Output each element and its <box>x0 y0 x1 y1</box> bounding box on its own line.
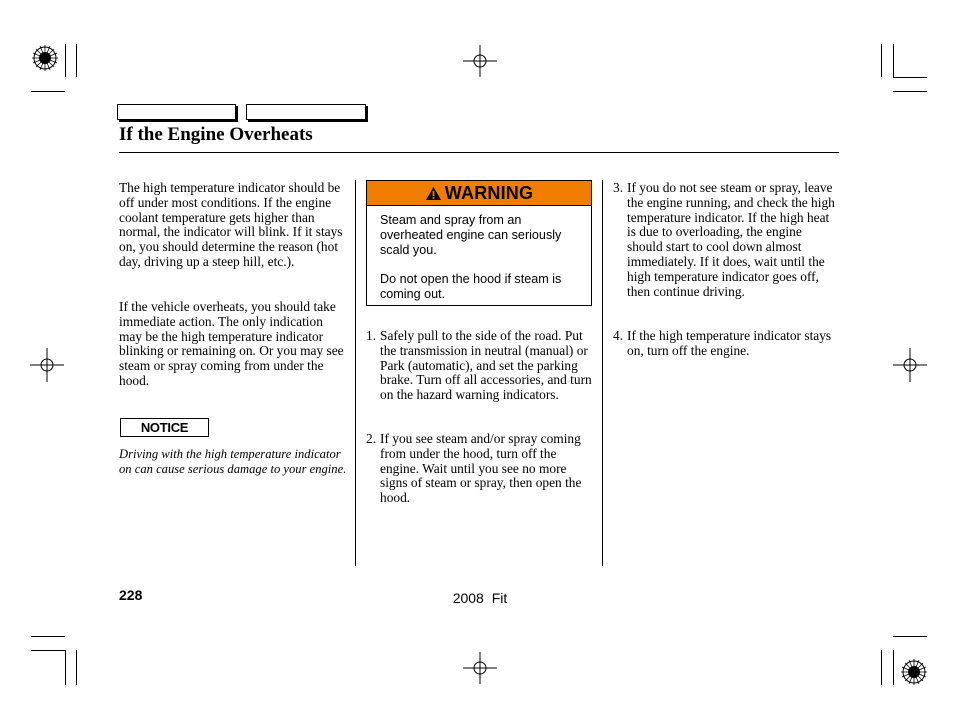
registration-target-icon <box>900 658 928 686</box>
overheat-paragraph: If the vehicle overheats, you should take immediate action. The only indication may be the high temperature indicator blinking or remaining on. Or you may see steam or spray coming from under the hood. <box>119 299 344 388</box>
list-item <box>366 432 592 506</box>
step-text: If the high temperature indicator stays on, turn off the engine. <box>627 328 832 358</box>
warning-label: WARNING <box>444 182 534 203</box>
crosshair-icon <box>30 348 64 382</box>
crosshair-icon <box>463 45 497 77</box>
crosshair-icon <box>893 348 927 382</box>
warning-text-2: Do not open the hood if steam is coming out. <box>380 272 562 301</box>
list-item <box>366 329 592 403</box>
warning-triangle-icon <box>425 186 442 201</box>
column-divider <box>602 180 603 566</box>
column-divider <box>355 180 356 566</box>
crosshair-icon <box>463 652 497 684</box>
step-text: Safely pull to the side of the road. Put the transmission in neutral (manual) or Park (automatic), and set the parking brake. Turn off all accessories, and turn on the hazard warning indicators. <box>380 328 592 403</box>
warning-body <box>367 206 591 302</box>
registration-target-icon <box>31 44 59 72</box>
notice-text: Driving with the high temperature indicator on can cause serious damage to your engine. <box>119 447 347 477</box>
step-text: If you do not see steam or spray, leave the engine running, and check the high temperature indicator. If the high heat is due to overloading, the engine should start to cool down almost immediately. If it does, wait until the high temperature indicator goes off, then continue driving. <box>627 180 835 299</box>
nav-tab-table-of-contents[interactable] <box>246 104 366 120</box>
nav-tab-main-menu[interactable] <box>117 104 236 120</box>
warning-box <box>366 180 592 306</box>
list-item <box>613 329 839 359</box>
footer-model: 2008 Fit <box>452 590 508 606</box>
step-text: If you see steam and/or spray coming from under the hood, turn off the engine. Wait until you see no more signs of steam or spray, then open the hood. <box>380 431 582 506</box>
step-number: 2. <box>366 431 377 446</box>
step-number: 3. <box>613 180 624 195</box>
step-number: 4. <box>613 328 624 343</box>
title-rule <box>119 152 839 153</box>
step-number: 1. <box>366 328 377 343</box>
notice-label: NOTICE <box>120 418 209 437</box>
page-number: 228 <box>119 587 143 603</box>
intro-paragraph: The high temperature indicator should be off under most conditions. If the engine coolant temperature gets higher than normal, the indicator will blink. If it stays on, you should determine the reason (hot day, driving up a steep hill, etc.). <box>119 180 343 269</box>
list-item <box>613 181 839 299</box>
warning-text-1: Steam and spray from an overheated engine can seriously scald you. <box>380 213 562 257</box>
warning-header <box>367 181 591 206</box>
page-title: If the Engine Overheats <box>119 124 313 145</box>
